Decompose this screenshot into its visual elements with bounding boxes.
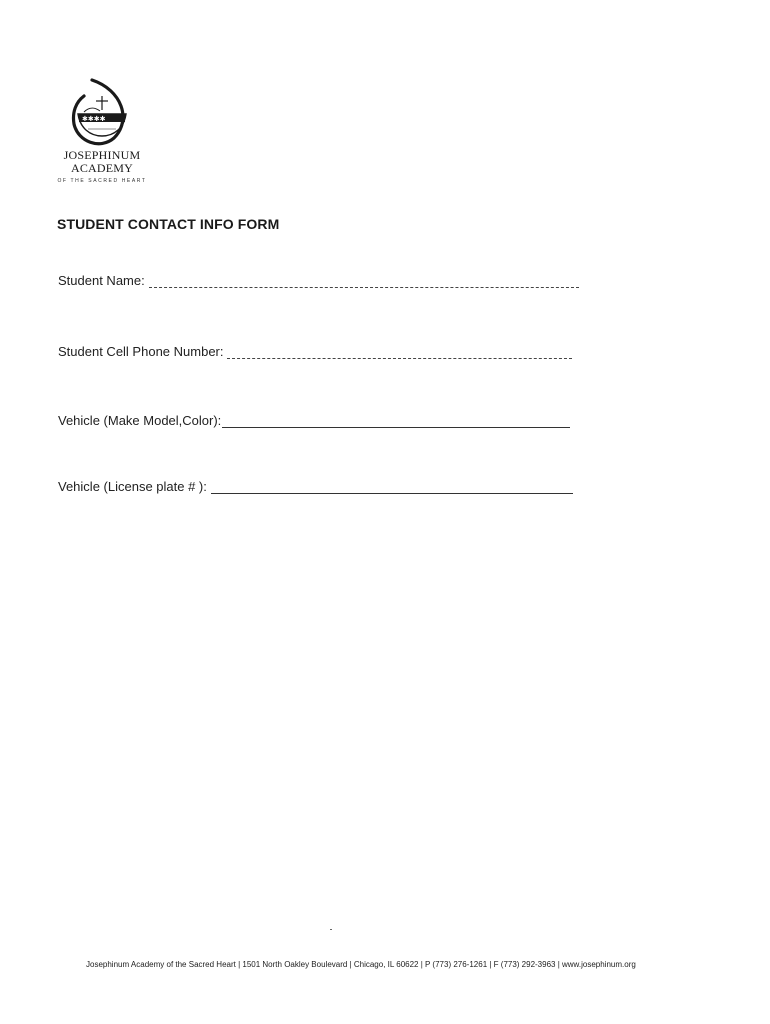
stray-mark	[330, 929, 332, 930]
josephinum-crest-icon	[70, 76, 134, 148]
logo-name-line2: ACADEMY	[70, 161, 134, 175]
vehicle-license-plate-blank[interactable]	[211, 481, 573, 494]
svg-text:✱✱✱✱: ✱✱✱✱	[82, 115, 106, 123]
student-name-label: Student Name:	[58, 273, 145, 288]
student-name-blank[interactable]	[149, 275, 579, 288]
vehicle-make-model-color-blank[interactable]	[222, 415, 570, 428]
vehicle-make-model-color-label: Vehicle (Make Model,Color):	[58, 413, 222, 428]
logo-name-line1: JOSEPHINUM	[63, 148, 141, 162]
logo-tagline: OF THE SACRED HEART	[57, 178, 147, 184]
form-title: STUDENT CONTACT INFO FORM	[57, 216, 280, 232]
student-cell-phone-blank[interactable]	[227, 346, 572, 359]
vehicle-make-model-color-field	[58, 413, 570, 428]
logo-school-name	[56, 149, 148, 175]
student-name-field	[58, 273, 579, 288]
student-cell-phone-field	[58, 344, 572, 359]
school-logo	[56, 76, 156, 186]
student-cell-phone-label: Student Cell Phone Number:	[58, 344, 224, 359]
vehicle-license-plate-label: Vehicle (License plate # ):	[58, 479, 207, 494]
vehicle-license-plate-field	[58, 479, 573, 494]
page-footer: Josephinum Academy of the Sacred Heart | 1501 North Oakley Boulevard | Chicago, IL 60622 | P (773) 276-1261 | F (773) 292-3963 | www.josephinum.org	[86, 960, 636, 969]
